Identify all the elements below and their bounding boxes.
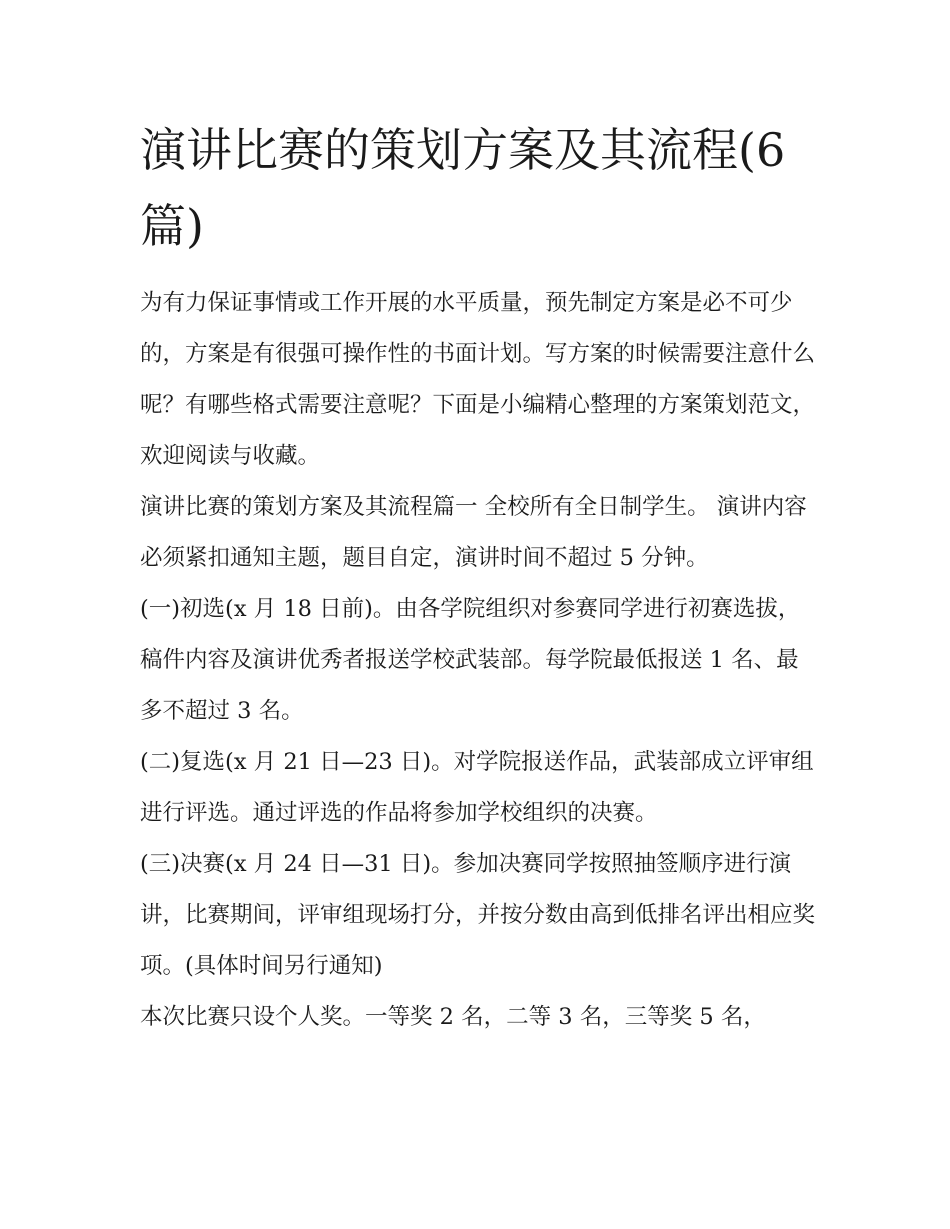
paragraph-participants: 演讲比赛的策划方案及其流程篇一 全校所有全日制学生。 演讲内容必须紧扣通知主题，题目自定，演讲时间不超过 5 分钟。 <box>140 494 807 571</box>
paragraph-intro: 为有力保证事情或工作开展的水平质量，预先制定方案是必不可少的，方案是有很强可操作性的书面计划。写方案的时候需要注意什么呢？有哪些格式需要注意呢？下面是小编精心整理的方案策划范文，欢迎阅读与收藏。 <box>140 290 816 469</box>
paragraph-final: (三)决赛(x 月 24 日—31 日)。参加决赛同学按照抽签顺序进行演讲，比赛期间，评审组现场打分，并按分数由高到低排名评出相应奖项。(具体时间另行通知) <box>140 851 816 979</box>
document-title <box>140 112 815 264</box>
paragraph-preliminary: (一)初选(x 月 18 日前)。由各学院组织对参赛同学进行初赛选拔，稿件内容及演讲优秀者报送学校武装部。每学院最低报送 1 名、最多不超过 3 名。 <box>140 596 801 724</box>
title-text: 演讲比赛的策划方案及其流程(6篇) <box>140 123 786 253</box>
document-page <box>140 112 815 1043</box>
paragraph-awards: 本次比赛只设个人奖。一等奖 2 名，二等 3 名，三等奖 5 名， <box>140 1004 766 1030</box>
paragraph-semifinal: (二)复选(x 月 21 日—23 日)。对学院报送作品，武装部成立评审组进行评选。通过评选的作品将参加学校组织的决赛。 <box>140 749 814 826</box>
